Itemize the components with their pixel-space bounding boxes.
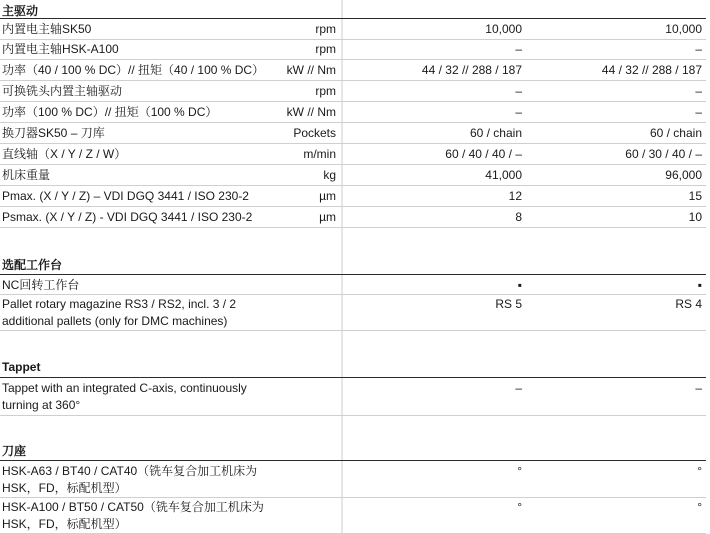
spec-label: 内置电主轴HSK-A100 [2, 42, 119, 56]
spec-value-model-2: – [695, 84, 702, 98]
spec-unit: Pockets [293, 126, 336, 140]
spec-unit: m/min [303, 147, 336, 161]
spec-value-model-2: – [695, 105, 702, 119]
spec-label: Tappet with an integrated C-axis, continuously turning at 360° [2, 381, 247, 412]
spec-value-model-1: 10,000 [485, 22, 522, 36]
spec-row [0, 39, 706, 60]
spec-value-model-1: – [515, 105, 522, 119]
spec-unit: rpm [315, 84, 336, 98]
spec-row [0, 123, 706, 144]
spec-value-model-1: RS 5 [495, 297, 522, 311]
spec-row [0, 497, 706, 534]
spec-row [0, 186, 706, 207]
spec-value-model-2: 96,000 [665, 168, 702, 182]
spec-unit: µm [319, 189, 336, 203]
spec-value-model-1: – [515, 381, 522, 395]
spec-row [0, 274, 706, 295]
spec-value-model-1: 60 / chain [469, 126, 522, 140]
spec-value-model-2: 15 [688, 189, 702, 203]
spec-value-model-1: – [515, 42, 522, 56]
spec-label: 换刀器SK50 – 刀库 [2, 126, 105, 140]
spec-label: 机床重量 [2, 168, 51, 182]
spec-value-model-2: ° [697, 500, 702, 514]
section-title: Tappet [2, 360, 41, 374]
spec-row [0, 144, 706, 165]
spec-label: Pallet rotary magazine RS3 / RS2, incl. 3 / 2 additional pallets (only for DMC machines) [2, 297, 237, 328]
spec-value-model-2: – [695, 381, 702, 395]
spec-label: NC回转工作台 [2, 278, 80, 292]
spec-unit: µm [319, 210, 336, 224]
spec-unit: rpm [315, 22, 336, 36]
spec-value-model-1: – [515, 84, 522, 98]
spec-label: HSK-A63 / BT40 / CAT40（铣车复合加工机床为 HSK，FD，标配机型） [2, 464, 258, 495]
spec-value-model-1: 44 / 32 // 288 / 187 [421, 63, 522, 77]
spec-value-model-2: 10 [688, 210, 702, 224]
spec-value-model-2: 60 / 30 / 40 / – [625, 147, 702, 161]
spec-row [0, 165, 706, 186]
spec-unit: kg [323, 168, 336, 182]
spec-unit: kW // Nm [286, 63, 336, 77]
section-title: 主驱动 [2, 4, 39, 18]
spec-value-model-2: ▪ [697, 278, 702, 292]
spec-value-model-1: ▪ [517, 278, 522, 292]
spec-row [0, 460, 706, 498]
spec-label: HSK-A100 / BT50 / CAT50（铣车复合加工机床为 HSK，FD，标配机型） [2, 500, 264, 531]
spec-row [0, 102, 706, 123]
spec-value-model-2: ° [697, 464, 702, 478]
spec-label: 功率（100 % DC）// 扭矩（100 % DC） [2, 105, 218, 119]
spec-value-model-1: 41,000 [485, 168, 522, 182]
spec-value-model-2: RS 4 [675, 297, 702, 311]
spec-label: Pmax. (X / Y / Z) – VDI DGQ 3441 / ISO 230-2 [2, 189, 249, 203]
spec-value-model-1: 60 / 40 / 40 / – [445, 147, 522, 161]
spec-label: Psmax. (X / Y / Z) - VDI DGQ 3441 / ISO 230-2 [2, 210, 253, 224]
section-title: 刀座 [2, 444, 27, 458]
spec-row [0, 60, 706, 81]
spec-value-model-1: 12 [508, 189, 522, 203]
spec-value-model-2: 60 / chain [649, 126, 702, 140]
spec-label: 直线轴（X / Y / Z / W） [2, 147, 127, 161]
section-title: 选配工作台 [2, 258, 63, 272]
spec-value-model-2: – [695, 42, 702, 56]
spec-label: 内置电主轴SK50 [2, 22, 92, 36]
spec-value-model-1: 8 [515, 210, 522, 224]
spec-value-model-2: 44 / 32 // 288 / 187 [601, 63, 702, 77]
spec-unit: rpm [315, 42, 336, 56]
spec-row [0, 294, 706, 331]
spec-row [0, 377, 706, 416]
spec-value-model-2: 10,000 [665, 22, 702, 36]
spec-row [0, 207, 706, 228]
spec-unit: kW // Nm [286, 105, 336, 119]
spec-label: 功率（40 / 100 % DC）// 扭矩（40 / 100 % DC） [2, 63, 265, 77]
spec-row [0, 81, 706, 102]
spec-label: 可换铣头内置主轴驱动 [2, 84, 123, 98]
spec-row [0, 18, 706, 40]
spec-value-model-1: ° [517, 464, 522, 478]
spec-value-model-1: ° [517, 500, 522, 514]
